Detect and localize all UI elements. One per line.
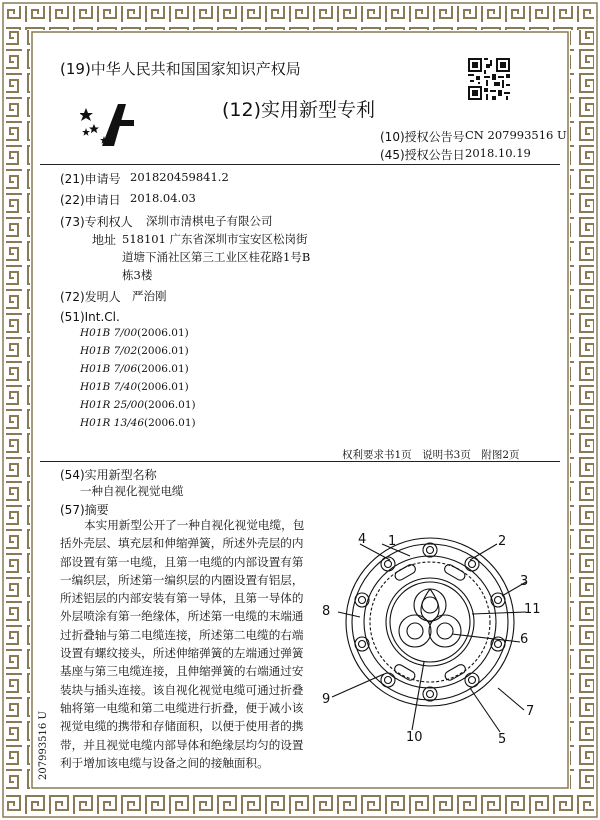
address-line: 道塘下涌社区第三工业区桂花路1号B: [122, 250, 311, 264]
callout-number: 4: [358, 532, 367, 547]
patent-cover-page: [40, 40, 567, 780]
abstract-line: 装块与插头连接。该自视化视觉电缆可通过折叠: [60, 682, 304, 697]
core-conductors: [399, 589, 461, 647]
abstract-line: 视觉电缆的携带和存储面积，以便于使用者的携: [60, 719, 304, 734]
side-publication-number: 207993516 U: [38, 711, 49, 780]
pub-date-label: (45)授权公告日: [380, 148, 465, 162]
document-type: (12)实用新型专利: [222, 99, 376, 121]
holder: 深圳市清棋电子有限公司: [146, 214, 273, 228]
abstract-line: 括外壳层、填充层和伸缩弹簧，所述外壳层的内: [60, 536, 304, 551]
address-line: 518101 广东省深圳市宝安区松岗街: [122, 232, 308, 246]
callout-number: 2: [498, 534, 507, 549]
callout-number: 7: [526, 704, 535, 719]
pub-no-label: (10)授权公告号: [380, 130, 465, 144]
ipc-entry: H01B 7/40(2006.01): [80, 381, 189, 393]
cnipa-logo: [80, 100, 136, 148]
app-no: 201820459841.2: [130, 170, 229, 184]
abstract-line: 利于增加该电缆与设备之间的接触面积。: [60, 755, 269, 770]
callout-number: 8: [322, 604, 331, 619]
address-line: 栋3楼: [122, 268, 153, 282]
pub-date: 2018.10.19: [465, 146, 531, 160]
callout-number: 3: [520, 574, 529, 589]
callout-number: 1: [388, 534, 397, 549]
page-counts: 权利要求书1页 说明书3页 附图2页: [342, 449, 520, 461]
abstract-label: (57)摘要: [60, 503, 109, 517]
app-date: 2018.04.03: [130, 191, 196, 205]
section-rule: [40, 461, 560, 462]
abstract-line: 带，并且视觉电缆内部导体和绝缘层均匀的设置: [60, 737, 304, 752]
abstract-line: 部设置有第一电缆，且第一电缆的内部设置有第: [60, 554, 304, 569]
abstract-line: 设置有螺纹接头，所述伸缩弹簧的左端通过弹簧: [60, 646, 304, 661]
app-date-label: (22)申请日: [60, 193, 121, 207]
utility-model-name: 一种自视化视觉电缆: [80, 484, 184, 498]
ipc-entry: H01R 13/46(2006.01): [80, 417, 196, 429]
qr-code: [466, 56, 512, 102]
pub-no: CN 207993516 U: [465, 128, 567, 142]
callout-number: 6: [520, 632, 529, 647]
abstract-line: 一编织层，所述第一编织层的内圈设置有铝层，: [60, 572, 304, 587]
address-label: 地址: [92, 233, 117, 247]
ipc-entry: H01B 7/00(2006.01): [80, 327, 189, 339]
ipc-entry: H01R 25/00(2006.01): [80, 399, 196, 411]
callout-number: 5: [498, 732, 507, 747]
office-name: (19)中华人民共和国国家知识产权局: [60, 60, 301, 78]
callout-number: 10: [406, 730, 423, 745]
abstract-line: 本实用新型公开了一种自视化视觉电缆，包: [84, 518, 305, 532]
app-no-label: (21)申请号: [60, 172, 121, 186]
name-label: (54)实用新型名称: [60, 468, 157, 482]
ipc-entry: H01B 7/02(2006.01): [80, 345, 189, 357]
callout-number: 9: [322, 692, 331, 707]
abstract-line: 过折叠轴与第二电缆连接，所述第二电缆的右端: [60, 627, 304, 642]
holder-label: (73)专利权人: [60, 215, 133, 229]
abstract-line: 基座与第三电缆连接，且伸缩弹簧的右端通过安: [60, 664, 304, 679]
ipc-entry: H01B 7/06(2006.01): [80, 363, 189, 375]
header-rule: [40, 164, 560, 165]
abstract-line: 轴将第一电缆和第二电缆进行折叠，便于减小该: [60, 700, 304, 715]
callout-number: 11: [524, 602, 541, 617]
abstract-text: [60, 516, 318, 772]
inventor: 严治刚: [132, 289, 167, 303]
abstract-line: 外层喷涂有第一绝缘体，所述第一电缆的末端通: [60, 609, 304, 624]
abstract-line: 所述铝层的内部安装有第一导体，且第一导体的: [60, 591, 304, 606]
inventor-label: (72)发明人: [60, 290, 121, 304]
intcl-label: (51)Int.Cl.: [60, 310, 120, 324]
cable-cross-section-figure: [302, 492, 560, 760]
